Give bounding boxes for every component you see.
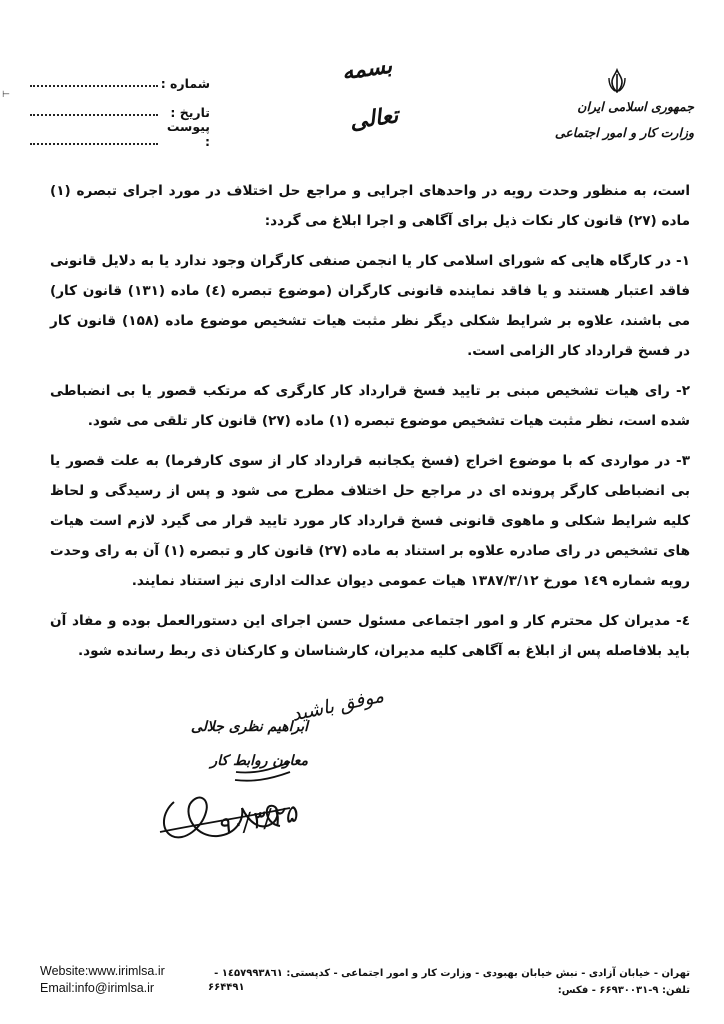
handwritten-signature <box>140 712 390 882</box>
margin-mark: ⊢ <box>2 90 10 100</box>
handwritten-closing: موفق باشید <box>289 684 386 726</box>
attachment-label: پیوست : <box>166 119 210 149</box>
bismillah-heading: بسمه تعالی <box>340 52 400 135</box>
footer-contact <box>40 963 165 997</box>
footer-fax: ۶۶۴۴۹۱ <box>208 982 245 993</box>
organization-header <box>524 94 694 146</box>
date-label: تاریخ : <box>170 105 210 120</box>
signer-name: ابراهیم نظری جلالی <box>190 719 308 735</box>
letter-meta-fields <box>30 62 210 149</box>
org-line-country: جمهوری اسلامی ایران <box>577 99 694 114</box>
attachment-dotted-line <box>30 142 158 145</box>
letter-body <box>50 176 690 666</box>
footer-address: تهران - خیابان آزادی - نبش خیابان بهبودی - وزارت کار و امور اجتماعی - کدپستی: ۱٤۵۷۹۹۳۸٦۱ - تلفن: ۹-۶۶۹۳۰۰۳۱ - فکس: <box>214 968 690 996</box>
number-label: شماره : <box>160 76 210 91</box>
intro-paragraph: است، به منظور وحدت رویه در واحدهای اجرایی و مراجع حل اختلاف در مورد اجرای تبصره (۱) ماده (۲۷) قانون کار نکات ذیل برای آگاهی و اجرا ابلاغ می گردد: <box>50 183 690 229</box>
date-dotted-line <box>30 113 158 116</box>
org-line-ministry: وزارت کار و امور اجتماعی <box>554 125 694 140</box>
number-field <box>30 62 210 91</box>
attachment-field <box>30 120 210 149</box>
footer-email[interactable]: Email:info@irimlsa.ir <box>40 981 155 995</box>
date-field <box>30 91 210 120</box>
clause-4: ٤- مدیران کل محترم کار و امور اجتماعی مسئول حسن اجرای این دستورالعمل بوده و مفاد آن باید بلافاصله پس از ابلاغ به آگاهی کلیه مدیران، کارشناسان و کارکنان ذی ربط رسانده شود. <box>50 613 690 659</box>
footer-website[interactable]: Website:www.irimlsa.ir <box>40 964 165 978</box>
handwritten-date: ۹۰/۳/۲۵ <box>214 799 300 841</box>
clause-2: ۲- رای هیات تشخیص مبنی بر تایید فسخ قرارداد کار کارگری که مرتکب قصور یا بی انضباطی شده است، نظر مثبت هیات تشخیص موضوع تبصره (۱) ماده (۲۷) قانون کار تلقی می شود. <box>50 383 690 429</box>
clause-1: ۱- در کارگاه هایی که شورای اسلامی کار یا انجمن صنفی کارگران وجود ندارد یا به دلایل قانونی فاقد اعتبار هستند و یا فاقد نماینده قانونی کارگران (موضوع تبصره (٤) ماده (۱۳۱) قانون کار) می باشند، علاوه بر شرایط شکلی دیگر نظر مثبت هیات تشخیص موضوع ماده (۱۵۸) قانون کار در فسخ قرارداد کار الزامی است. <box>50 253 690 359</box>
signer-title: معاون روابط کار <box>210 753 308 769</box>
clause-3: ۳- در مواردی که با موضوع اخراج (فسخ یکجانبه قرارداد کار از سوی کارفرما) به علت قصور یا بی انضباطی کارگر پرونده ای در مراجع حل اختلاف مطرح می شود و پس از رسیدگی و لحاظ کلیه شرایط شکلی و ماهوی قانونی فسخ قرارداد کار مورد تایید قرار می گیرد لازم است هیات های تشخیص در رای صادره علاوه بر استناد به ماده (۲۷) قانون کار و تبصره (۱) آن به رای وحدت رویه شماره ۱٤۹ مورخ ۱۳۸۷/۳/۱۲ هیات عمومی دیوان عدالت اداری نیز استناد نمایند. <box>50 453 691 589</box>
number-dotted-line <box>30 84 158 87</box>
iran-emblem-icon <box>606 68 628 94</box>
